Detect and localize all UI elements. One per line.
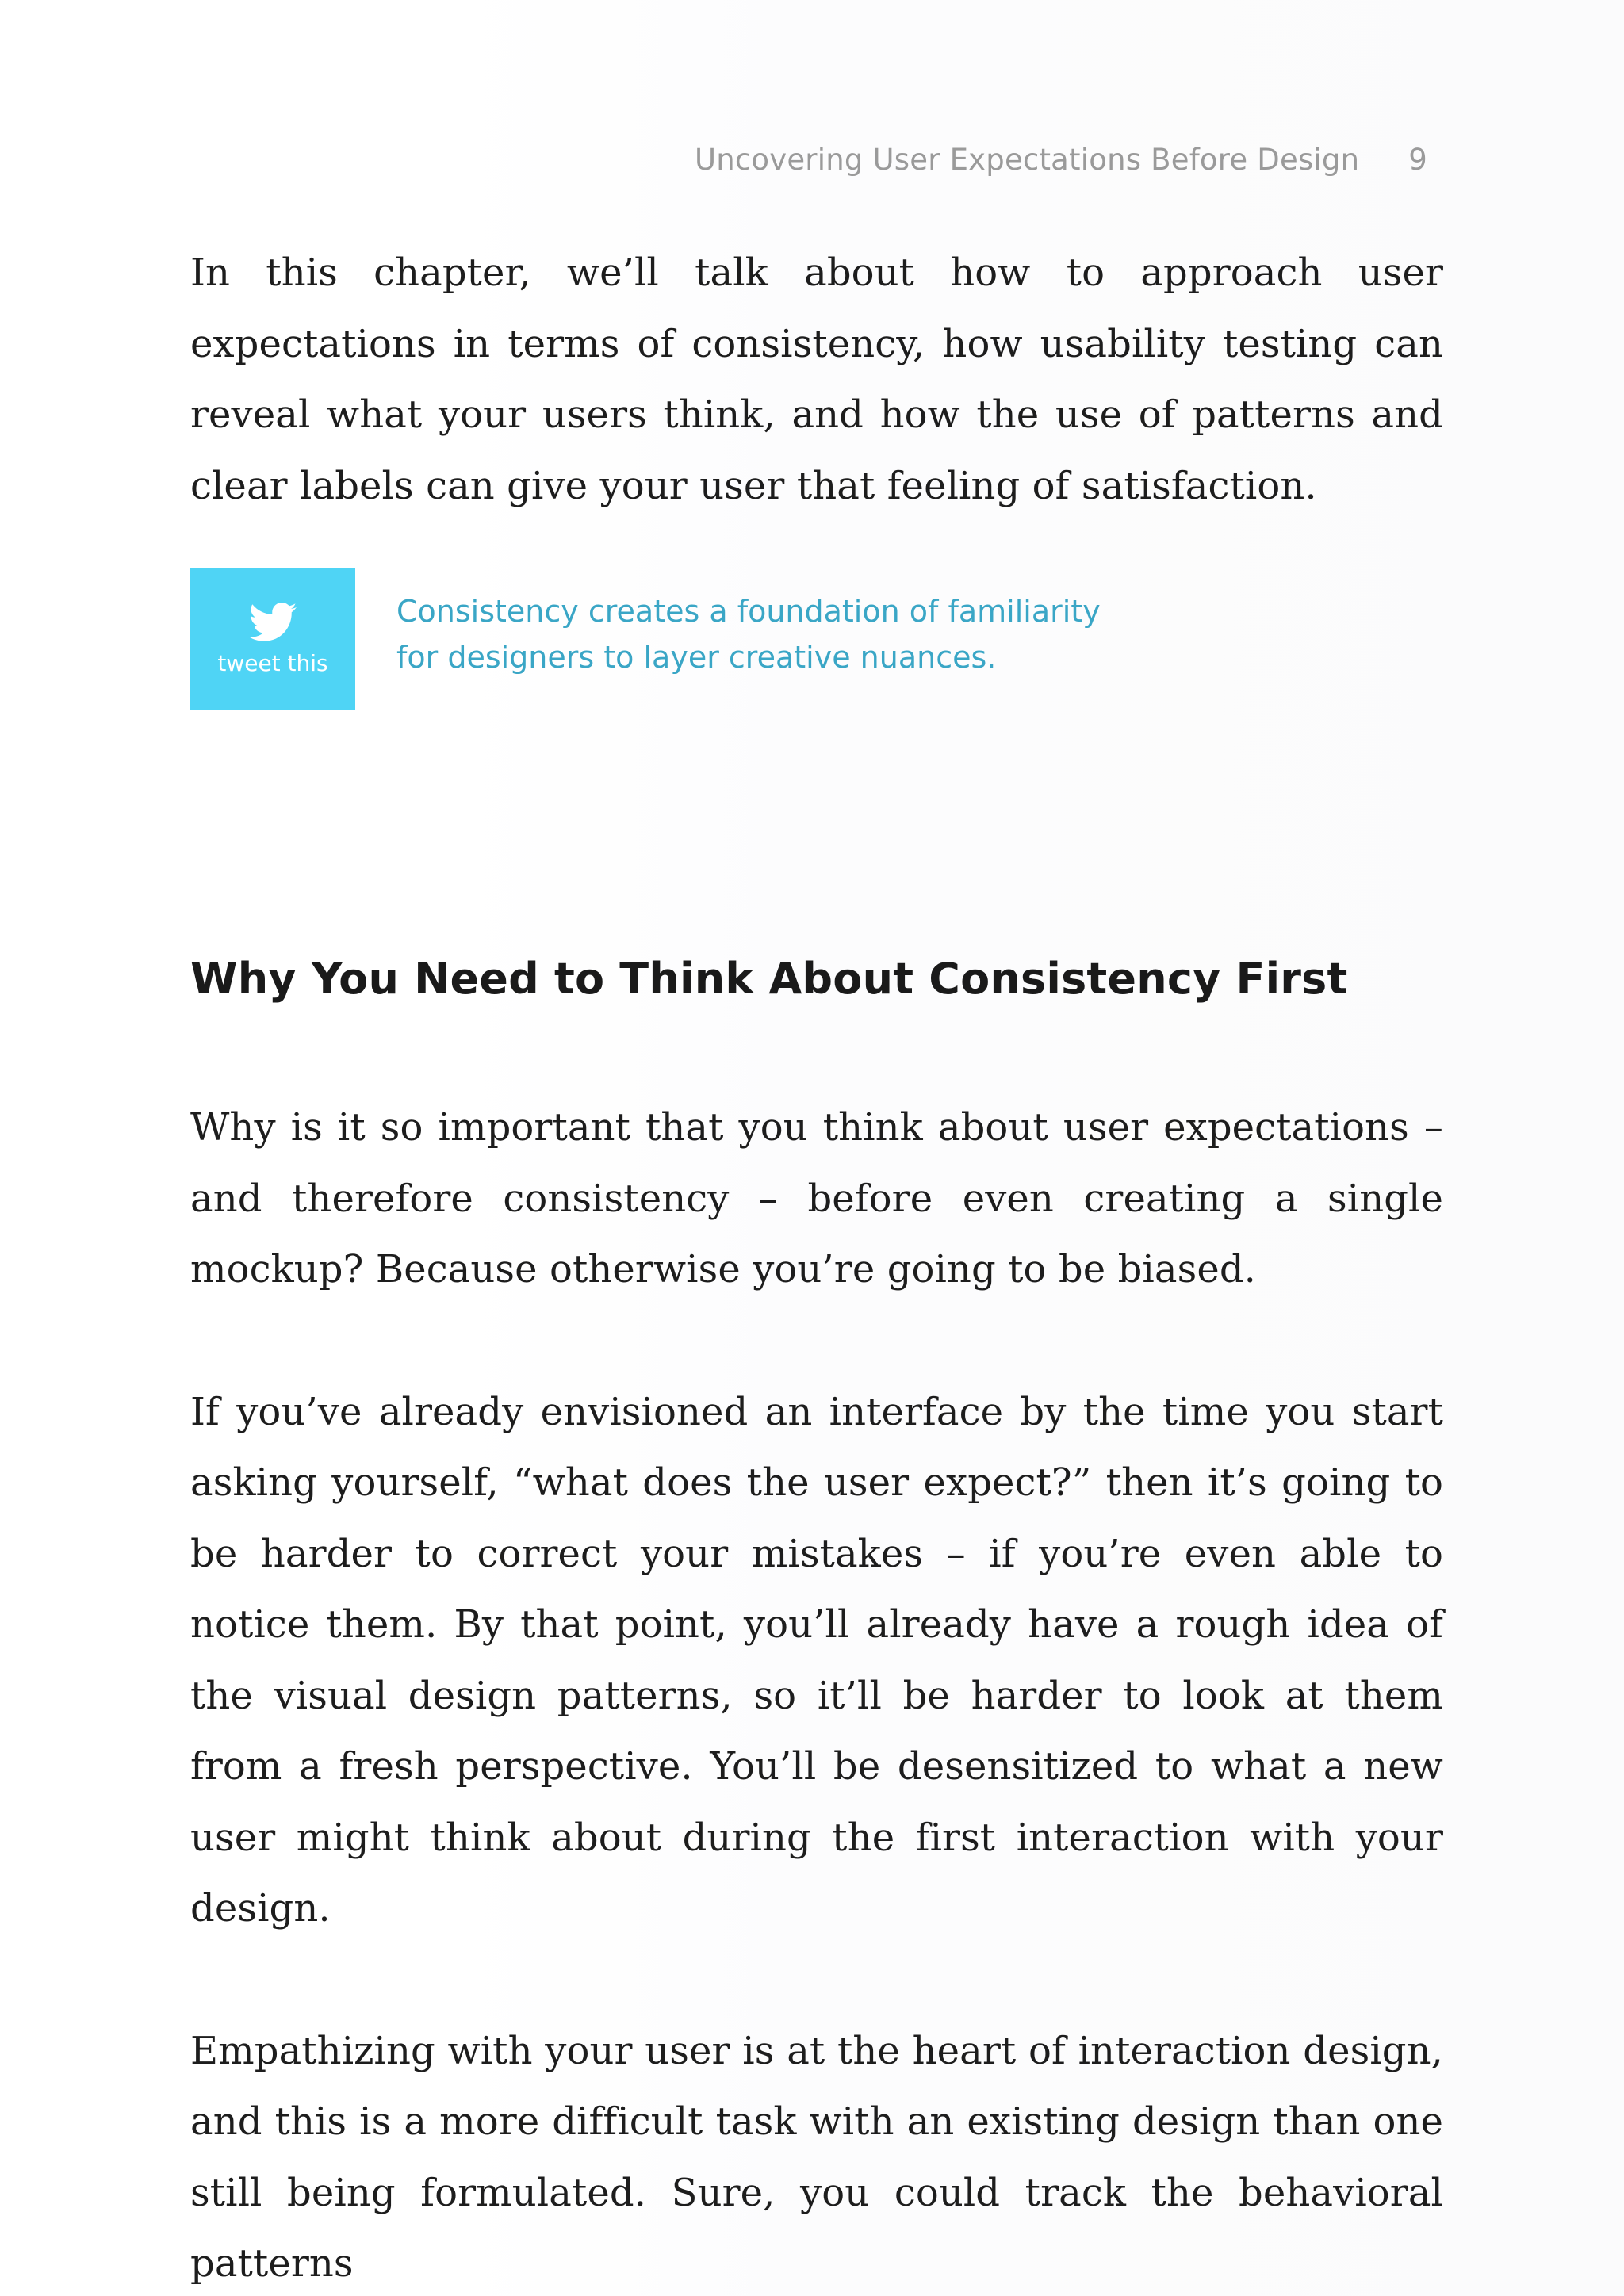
tweet-quote[interactable] [396,588,1101,680]
tweet-quote-line-1: Consistency creates a foundation of familiarity [396,594,1101,629]
body-paragraph: Empathizing with your user is at the heart of interaction design, and this is a more difficult task with an existing design than one still being formulated. Sure, you could track the behavioral patterns [190,2028,1443,2286]
intro-paragraph: In this chapter, we’ll talk about how to approach user expectations in terms of consistency, how usability testing can reveal what your users think, and how the use of patterns and clear labels can give your user that feeling of satisfaction. [190,251,1443,508]
section-heading: Why You Need to Think About Consistency First [190,954,1348,1004]
body-paragraph: If you’ve already envisioned an interface by the time you start asking yourself, “what does the user expect?” then it’s going to be harder to correct your mistakes – if you’re even able to notice them. By that point, you’ll already have a rough idea of the visual design patterns, so it’ll be harder to look at them from a fresh perspective. You’ll be desensitized to what a new user might think about during the first interaction with your design. [190,1389,1443,1931]
tweet-this-button[interactable] [190,568,355,710]
tweet-callout [190,568,1443,710]
tweet-quote-line-2: for designers to layer creative nuances. [396,640,997,675]
running-header [695,143,1427,177]
body-paragraph: Why is it so important that you think about user expectations – and therefore consistency – before even creating a single mockup? Because otherwise you’re going to be biased. [190,1105,1443,1292]
page-number: 9 [1408,143,1427,177]
tweet-this-label: tweet this [217,649,328,676]
chapter-title: Uncovering User Expectations Before Design [694,143,1360,177]
page-content [190,238,1443,2296]
twitter-bird-icon [249,603,297,642]
